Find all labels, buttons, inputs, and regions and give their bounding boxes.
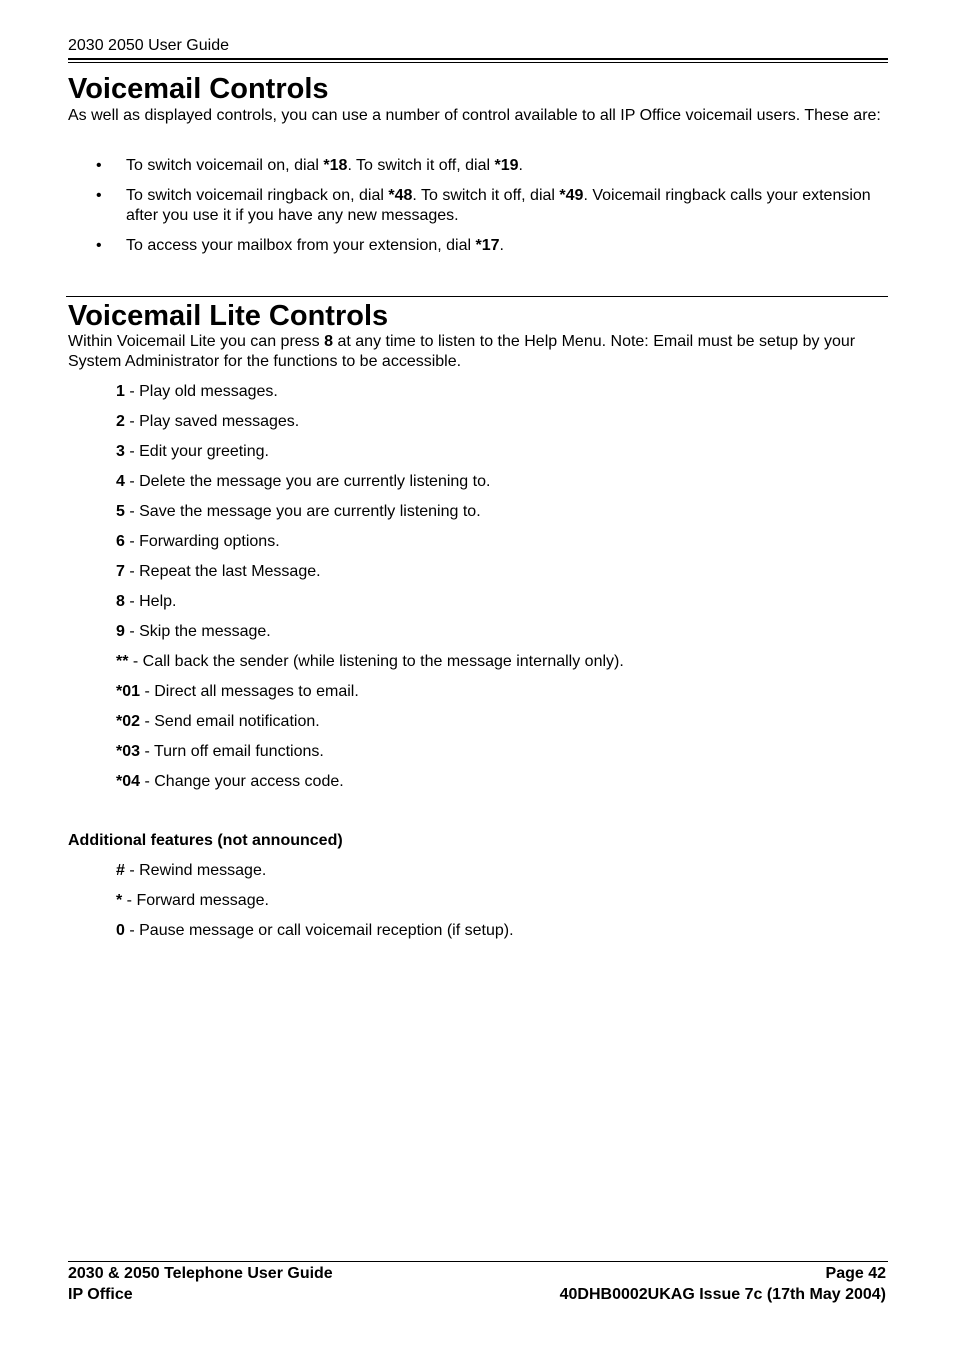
list-item: *01 - Direct all messages to email. (116, 683, 359, 700)
bullet-icon: • (96, 187, 102, 204)
voicemail-lite-keys-list (116, 382, 624, 802)
list-item: • To switch voicemail on, dial *18. To switch it off, dial *19. (96, 157, 523, 174)
footer-issue: 40DHB0002UKAG Issue 7c (17th May 2004) (559, 1286, 886, 1303)
header-rule-thin (68, 62, 888, 63)
bullet-icon: • (96, 157, 102, 174)
section2-intro: Within Voicemail Lite you can press 8 at any time to listen to the Help Menu. Note: Email must be setup by your System Administrator for the functions to be accessible. (68, 333, 856, 370)
list-item: • To switch voicemail ringback on, dial *48. To switch it off, dial *49. Voicemail ringback calls your extension after you use it if you have any new messages. (96, 187, 871, 224)
list-item: 5 - Save the message you are currently listening to. (116, 503, 481, 520)
voicemail-controls-list (68, 156, 888, 266)
list-item: 1 - Play old messages. (116, 383, 278, 400)
list-item: • To access your mailbox from your extension, dial *17. (96, 237, 504, 254)
section-heading-voicemail-controls: Voicemail Controls (68, 73, 329, 105)
additional-features-heading: Additional features (not announced) (68, 832, 343, 849)
list-item: 9 - Skip the message. (116, 623, 271, 640)
list-item: 6 - Forwarding options. (116, 533, 280, 550)
running-header: 2030 2050 User Guide (68, 37, 229, 54)
list-item: *02 - Send email notification. (116, 713, 320, 730)
list-item: 2 - Play saved messages. (116, 413, 300, 430)
footer-rule (68, 1261, 888, 1262)
list-item: * - Forward message. (116, 892, 269, 909)
footer-page-number: Page 42 (825, 1265, 886, 1282)
list-item: *03 - Turn off email functions. (116, 743, 324, 760)
bullet-icon: • (96, 237, 102, 254)
list-item: ** - Call back the sender (while listening to the message internally only). (116, 653, 624, 670)
list-item: 8 - Help. (116, 593, 177, 610)
footer-guide-title: 2030 & 2050 Telephone User Guide (68, 1265, 333, 1282)
list-item: # - Rewind message. (116, 862, 267, 879)
section1-intro: As well as displayed controls, you can use a number of control available to all IP Office voicemail users. These are: (68, 107, 881, 124)
list-item: *04 - Change your access code. (116, 773, 344, 790)
section-divider (66, 296, 888, 297)
additional-features-list (116, 861, 514, 951)
header-rule-thick (68, 58, 888, 60)
list-item: 4 - Delete the message you are currently listening to. (116, 473, 491, 490)
list-item: 7 - Repeat the last Message. (116, 563, 321, 580)
footer-product: IP Office (68, 1286, 133, 1303)
document-page (68, 0, 888, 1351)
section-heading-voicemail-lite-controls: Voicemail Lite Controls (68, 300, 389, 332)
list-item: 3 - Edit your greeting. (116, 443, 269, 460)
list-item: 0 - Pause message or call voicemail reception (if setup). (116, 922, 514, 939)
